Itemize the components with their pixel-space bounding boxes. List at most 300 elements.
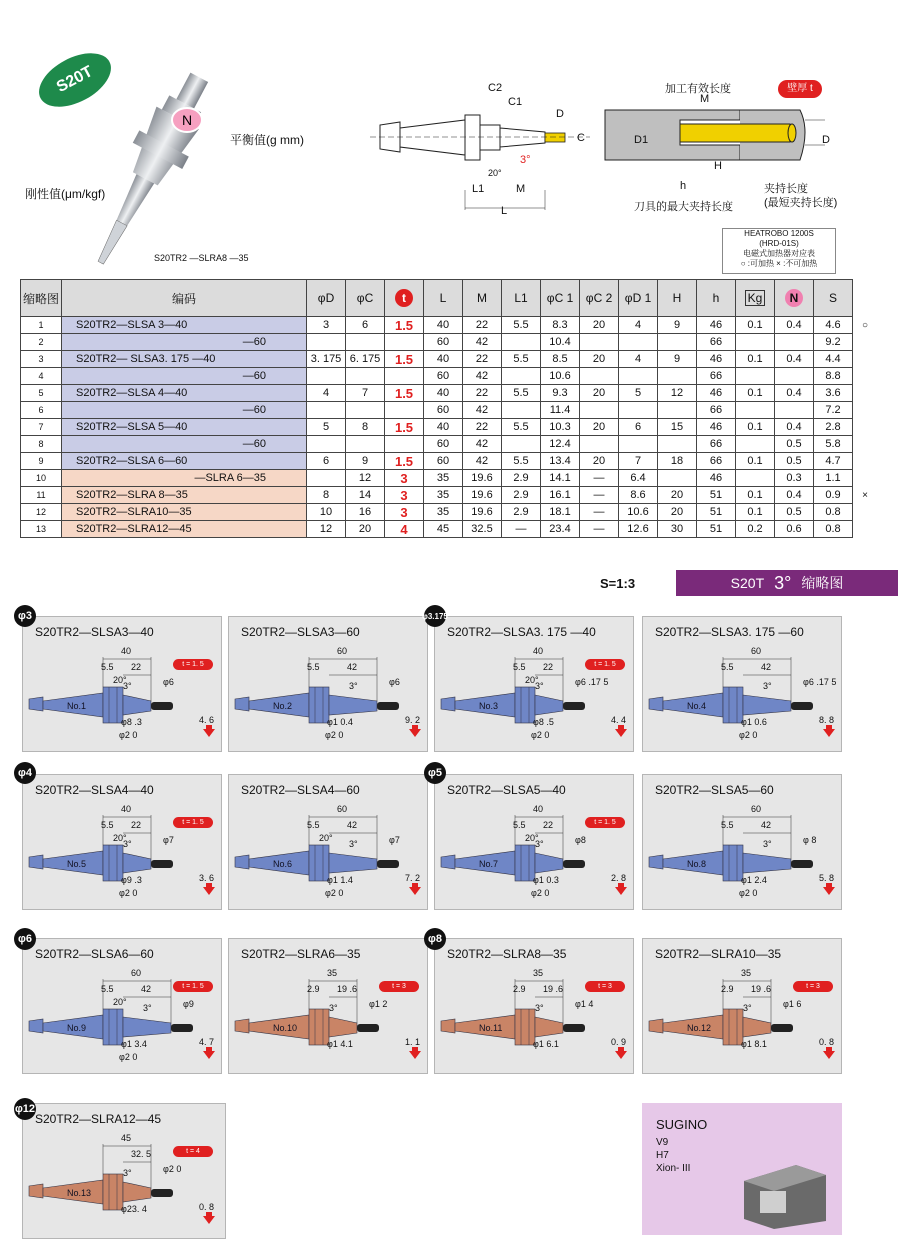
row-kg: 0.1 — [736, 419, 775, 436]
toolholder-illustration — [60, 70, 240, 270]
dim-l1: 5.5 — [307, 662, 320, 672]
label-balance: 平衡值(g mm) — [230, 133, 304, 147]
row-c2: — — [580, 504, 619, 521]
dim-l1: 5.5 — [101, 984, 114, 994]
row-s: 9.2 — [814, 334, 853, 351]
row-t: 1.5 — [385, 385, 424, 402]
row-l1: 2.9 — [502, 487, 541, 504]
row-c2: 20 — [580, 419, 619, 436]
row-kg: 0.1 — [736, 504, 775, 521]
group-label-d5: φ5 — [424, 762, 446, 784]
dim-tip-dia: φ6 — [163, 677, 174, 687]
row-c1: 10.4 — [541, 334, 580, 351]
row-heat — [853, 470, 878, 487]
dim-3deg: 3° — [763, 839, 772, 849]
row-d: 3 — [307, 317, 346, 334]
dim-tip-dia: φ9 — [183, 999, 194, 1009]
dim-20deg: 20° — [319, 833, 333, 843]
balance-s-value: 0. 8 — [819, 1037, 835, 1047]
label-rigidity: 刚性值(μm/kgf) — [25, 187, 106, 201]
dim-m-section: M — [700, 93, 710, 105]
dim-c2: φ2 0 — [325, 730, 344, 740]
dim-l: 60 — [337, 804, 348, 814]
clamp-length-label: 夹持长度 — [764, 183, 808, 195]
balance-n-icon — [170, 106, 204, 134]
row-t: 1.5 — [385, 317, 424, 334]
dim-tip-dia: φ6 — [389, 677, 400, 687]
dim-d: D — [556, 108, 564, 120]
row-heat — [853, 351, 878, 368]
dim-l: 40 — [533, 804, 544, 814]
row-h — [658, 436, 697, 453]
thumbnail-panel — [642, 938, 842, 1074]
dim-tip-dia: φ1 2 — [369, 999, 388, 1009]
dim-l: 35 — [327, 968, 338, 978]
row-h: 12 — [658, 385, 697, 402]
panel-number: No.9 — [67, 1023, 87, 1033]
thumbnail-panel — [434, 774, 634, 910]
dim-tip-dia: φ1 4 — [575, 999, 594, 1009]
row-c2: 20 — [580, 453, 619, 470]
dim-c1: φ1 6.1 — [533, 1039, 559, 1049]
row-d1: 7 — [619, 453, 658, 470]
row-n: 0.6 — [775, 521, 814, 538]
table-row — [21, 504, 878, 521]
model-caption: S20TR2 —SLRA8 —35 — [154, 253, 249, 263]
row-s: 2.8 — [814, 419, 853, 436]
row-c1: 14.1 — [541, 470, 580, 487]
row-h: 66 — [697, 334, 736, 351]
sugino-box — [642, 1103, 842, 1235]
spec-table — [20, 279, 878, 538]
row-code: S20TR2—SLSA 4—40 — [62, 385, 307, 402]
row-t: 3 — [385, 487, 424, 504]
table-row — [21, 470, 878, 487]
dim-3deg: 3° — [123, 1168, 132, 1178]
thumbnail-panel — [22, 616, 222, 752]
thumbnail-panel — [228, 938, 428, 1074]
row-code: S20TR2—SLSA 3—40 — [62, 317, 307, 334]
dim-d1: D1 — [634, 134, 649, 146]
row-m: 19.6 — [463, 470, 502, 487]
thumbnail-panel — [642, 774, 842, 910]
dim-l1: 5.5 — [513, 662, 526, 672]
dim-l1: 5.5 — [513, 820, 526, 830]
dim-l: 35 — [741, 968, 752, 978]
dim-c2: C2 — [488, 82, 503, 94]
col-c: φC — [346, 280, 385, 317]
dim-h-lower: h — [680, 180, 687, 192]
row-l: 40 — [424, 385, 463, 402]
panel-number: No.5 — [67, 859, 87, 869]
row-s: 4.6 — [814, 317, 853, 334]
dim-l1: 2.9 — [307, 984, 320, 994]
row-number: 8 — [21, 436, 62, 453]
row-code: —60 — [62, 436, 307, 453]
dim-c1: φ1 8.1 — [741, 1039, 767, 1049]
row-kg: 0.1 — [736, 317, 775, 334]
dim-l1: 5.5 — [101, 820, 114, 830]
row-h: 46 — [697, 317, 736, 334]
row-l1: 5.5 — [502, 419, 541, 436]
row-t — [385, 368, 424, 385]
dim-c: C — [577, 132, 585, 144]
row-c: 7 — [346, 385, 385, 402]
row-m: 42 — [463, 436, 502, 453]
dim-20deg: 20° — [113, 833, 127, 843]
wall-thickness-tag: t = 1. 5 — [173, 817, 213, 828]
row-kg — [736, 334, 775, 351]
dim-l: L — [501, 205, 508, 217]
row-kg: 0.1 — [736, 385, 775, 402]
row-m: 42 — [463, 368, 502, 385]
row-t: 4 — [385, 521, 424, 538]
row-h — [658, 470, 697, 487]
dim-20deg: 20° — [113, 997, 127, 1007]
row-m: 19.6 — [463, 504, 502, 521]
panel-number: No.1 — [67, 701, 87, 711]
row-s: 0.8 — [814, 521, 853, 538]
row-m: 22 — [463, 419, 502, 436]
col-l: L — [424, 280, 463, 317]
panel-number: No.2 — [273, 701, 293, 711]
row-h: 15 — [658, 419, 697, 436]
table-row — [21, 521, 878, 538]
row-l: 40 — [424, 317, 463, 334]
row-d1 — [619, 368, 658, 385]
row-d: 10 — [307, 504, 346, 521]
row-l1: — — [502, 521, 541, 538]
wall-thickness-tag — [379, 817, 419, 828]
dim-3deg: 3° — [535, 839, 544, 849]
dim-c2: φ2 0 — [531, 730, 550, 740]
col-thumb: 缩略图 — [21, 280, 62, 317]
dim-l: 60 — [131, 968, 142, 978]
row-l: 60 — [424, 368, 463, 385]
row-n: 0.3 — [775, 470, 814, 487]
row-s: 1.1 — [814, 470, 853, 487]
row-c: 6. 175 — [346, 351, 385, 368]
row-t: 1.5 — [385, 351, 424, 368]
row-h: 66 — [697, 402, 736, 419]
row-number: 2 — [21, 334, 62, 351]
balance-s-value: 0. 9 — [611, 1037, 627, 1047]
col-s: S — [814, 280, 853, 317]
wall-thickness-tag — [793, 817, 833, 828]
row-number: 4 — [21, 368, 62, 385]
dim-m: 42 — [761, 820, 772, 830]
wall-thickness-tag: t = 3 — [793, 981, 833, 992]
row-c1: 8.5 — [541, 351, 580, 368]
dim-tip-dia: φ7 — [163, 835, 174, 845]
wall-thickness-tag: t = 4 — [173, 1146, 213, 1157]
dim-l1: 2.9 — [721, 984, 734, 994]
thumbnail-panel — [228, 774, 428, 910]
row-l1: 2.9 — [502, 504, 541, 521]
row-l1: 2.9 — [502, 470, 541, 487]
wall-thickness-badge: 壁厚 t — [778, 80, 822, 98]
row-d — [307, 368, 346, 385]
table-row — [21, 487, 878, 504]
sugino-title: SUGINO — [656, 1117, 708, 1132]
thumbnail-panel — [434, 616, 634, 752]
row-heat — [853, 436, 878, 453]
col-l1: L1 — [502, 280, 541, 317]
dim-c2: φ2 0 — [531, 888, 550, 898]
row-d: 6 — [307, 453, 346, 470]
row-c2 — [580, 334, 619, 351]
dim-m: M — [516, 183, 526, 195]
panel-title: S20TR2—SLSA5—40 — [447, 783, 566, 797]
machine-icon — [736, 1151, 832, 1231]
panel-title: S20TR2—SLSA3—60 — [241, 625, 360, 639]
row-d1: 4 — [619, 351, 658, 368]
row-h — [658, 402, 697, 419]
row-kg: 0.1 — [736, 453, 775, 470]
group-label-d6: φ6 — [14, 928, 36, 950]
row-c: 16 — [346, 504, 385, 521]
panel-number: No.13 — [67, 1188, 92, 1198]
dim-c1: φ23. 4 — [121, 1204, 147, 1214]
dim-c1: φ1 0.6 — [741, 717, 767, 727]
row-c — [346, 334, 385, 351]
dim-c1: φ9 .3 — [121, 875, 142, 885]
row-m: 42 — [463, 334, 502, 351]
row-c: 9 — [346, 453, 385, 470]
row-c1: 11.4 — [541, 402, 580, 419]
row-t — [385, 334, 424, 351]
dim-3deg: 3° — [123, 839, 132, 849]
col-code: 编码 — [62, 280, 307, 317]
dim-3deg: 3° — [743, 1003, 752, 1013]
panel-title: S20TR2—SLRA8—35 — [447, 947, 567, 961]
thumbnail-panel — [22, 1103, 226, 1239]
dim-c2: φ2 0 — [119, 730, 138, 740]
dim-l: 60 — [751, 804, 762, 814]
row-kg — [736, 368, 775, 385]
row-d — [307, 334, 346, 351]
row-c1: 10.6 — [541, 368, 580, 385]
row-c — [346, 368, 385, 385]
dim-c1: C1 — [508, 96, 523, 108]
row-m: 22 — [463, 385, 502, 402]
group-label-d8: φ8 — [424, 928, 446, 950]
row-d1: 4 — [619, 317, 658, 334]
row-c2: 20 — [580, 351, 619, 368]
col-t: t — [385, 280, 424, 317]
wall-thickness-tag: t = 1. 5 — [585, 817, 625, 828]
row-h: 46 — [697, 470, 736, 487]
wall-thickness-tag: t = 1. 5 — [173, 659, 213, 670]
row-m: 32.5 — [463, 521, 502, 538]
row-l1 — [502, 436, 541, 453]
group-label-d3175: φ3.175 — [424, 605, 446, 627]
row-l: 35 — [424, 487, 463, 504]
row-c: 20 — [346, 521, 385, 538]
group-label-d4: φ4 — [14, 762, 36, 784]
dim-c1: φ1 4.1 — [327, 1039, 353, 1049]
row-code: —60 — [62, 402, 307, 419]
row-number: 3 — [21, 351, 62, 368]
row-code: S20TR2—SLRA 8—35 — [62, 487, 307, 504]
col-m: M — [463, 280, 502, 317]
dim-tip-dia: φ6 .17 5 — [575, 677, 609, 687]
row-heat — [853, 453, 878, 470]
row-number: 6 — [21, 402, 62, 419]
row-h: 51 — [697, 487, 736, 504]
dim-c1: φ1 0.4 — [327, 717, 353, 727]
row-s: 4.4 — [814, 351, 853, 368]
row-h — [658, 368, 697, 385]
row-d: 4 — [307, 385, 346, 402]
row-heat — [853, 402, 878, 419]
row-heat — [853, 504, 878, 521]
row-t: 3 — [385, 470, 424, 487]
sugino-model-3: Xion- III — [656, 1163, 691, 1174]
row-c: 6 — [346, 317, 385, 334]
row-h: 9 — [658, 351, 697, 368]
dim-tip-dia: φ6 .17 5 — [803, 677, 837, 687]
row-c1: 9.3 — [541, 385, 580, 402]
min-clamp-length-label: (最短夹持长度) — [764, 197, 838, 209]
col-c1: φC 1 — [541, 280, 580, 317]
row-m: 19.6 — [463, 487, 502, 504]
row-h: 51 — [697, 521, 736, 538]
col-d1: φD 1 — [619, 280, 658, 317]
row-l: 40 — [424, 351, 463, 368]
row-c: 12 — [346, 470, 385, 487]
row-c — [346, 436, 385, 453]
dim-l1: 5.5 — [721, 820, 734, 830]
dim-l: 40 — [121, 804, 132, 814]
row-h: 46 — [697, 385, 736, 402]
panel-title: S20TR2—SLRA12—45 — [35, 1112, 162, 1126]
dim-c2: φ2 0 — [739, 888, 758, 898]
row-h: 20 — [658, 487, 697, 504]
panel-number: No.4 — [687, 701, 707, 711]
row-d1: 5 — [619, 385, 658, 402]
dim-c1: φ1 0.3 — [533, 875, 559, 885]
panel-title: S20TR2—SLSA3. 175 —60 — [655, 625, 804, 639]
row-kg — [736, 436, 775, 453]
dim-l1: 5.5 — [101, 662, 114, 672]
row-number: 12 — [21, 504, 62, 521]
row-d — [307, 470, 346, 487]
table-header-row — [21, 280, 878, 317]
thumbnail-panel — [228, 616, 428, 752]
balance-s-value: 8. 8 — [819, 715, 835, 725]
dim-l1: L1 — [472, 183, 485, 195]
row-code: S20TR2—SLRA10—35 — [62, 504, 307, 521]
row-n: 0.4 — [775, 385, 814, 402]
row-number: 10 — [21, 470, 62, 487]
balance-s-value: 5. 8 — [819, 873, 835, 883]
dim-c2: φ2 0 — [739, 730, 758, 740]
panel-title: S20TR2—SLSA3. 175 —40 — [447, 625, 596, 639]
row-code: —60 — [62, 368, 307, 385]
balance-s-value: 2. 8 — [611, 873, 627, 883]
row-n — [775, 334, 814, 351]
effective-length-label: 加工有效长度 — [665, 83, 731, 95]
wall-thickness-tag: t = 1. 5 — [585, 659, 625, 670]
row-h: 66 — [697, 436, 736, 453]
col-h-upper: H — [658, 280, 697, 317]
thumbnail-panel — [22, 938, 222, 1074]
dim-l: 60 — [337, 646, 348, 656]
sugino-model-2: H7 — [656, 1150, 669, 1161]
col-heat — [853, 280, 878, 317]
row-l: 60 — [424, 453, 463, 470]
dim-3deg: 3° — [143, 1003, 152, 1013]
row-n: 0.5 — [775, 504, 814, 521]
table-row — [21, 351, 878, 368]
dim-c1: φ1 2.4 — [741, 875, 767, 885]
dim-l: 35 — [533, 968, 544, 978]
row-c2: — — [580, 470, 619, 487]
row-d1: 12.6 — [619, 521, 658, 538]
dim-3deg: 3° — [535, 1003, 544, 1013]
row-heat — [853, 368, 878, 385]
row-d: 5 — [307, 419, 346, 436]
dim-c1: φ8 .5 — [533, 717, 554, 727]
row-d — [307, 436, 346, 453]
balance-s-value: 0. 8 — [199, 1202, 215, 1212]
row-code: —SLRA 6—35 — [62, 470, 307, 487]
row-s: 7.2 — [814, 402, 853, 419]
balance-s-value: 1. 1 — [405, 1037, 421, 1047]
row-d1 — [619, 402, 658, 419]
row-l1: 5.5 — [502, 351, 541, 368]
dim-3deg: 3° — [535, 681, 544, 691]
dim-tip-dia: φ7 — [389, 835, 400, 845]
row-d: 3. 175 — [307, 351, 346, 368]
row-l: 40 — [424, 419, 463, 436]
row-h: 66 — [697, 368, 736, 385]
row-d: 8 — [307, 487, 346, 504]
row-c2 — [580, 368, 619, 385]
row-code: S20TR2—SLSA 6—60 — [62, 453, 307, 470]
table-row — [21, 385, 878, 402]
row-kg: 0.2 — [736, 521, 775, 538]
dim-c2: φ2 0 — [119, 888, 138, 898]
dim-m: 32. 5 — [131, 1149, 152, 1159]
dim-l1: 5.5 — [721, 662, 734, 672]
row-c1: 12.4 — [541, 436, 580, 453]
col-d: φD — [307, 280, 346, 317]
row-c1: 10.3 — [541, 419, 580, 436]
row-d1: 6 — [619, 419, 658, 436]
row-d1: 8.6 — [619, 487, 658, 504]
row-n: 0.5 — [775, 436, 814, 453]
dim-c1: φ1 3.4 — [121, 1039, 147, 1049]
dim-m: 42 — [347, 820, 358, 830]
dim-m: 42 — [141, 984, 152, 994]
panel-number: No.3 — [479, 701, 499, 711]
row-heat: ○ — [861, 319, 869, 331]
dim-tip-dia: φ8 — [575, 835, 586, 845]
heatrobo-note: HEATROBO 1200S (HRD-01S) 电磁式加热器对应表 ○ :可加热 × :不可加热 — [722, 228, 836, 274]
dim-c2: φ2 0 — [119, 1052, 138, 1062]
thumbnail-panel — [22, 774, 222, 910]
row-m: 22 — [463, 351, 502, 368]
row-c1: 18.1 — [541, 504, 580, 521]
row-l1: 5.5 — [502, 317, 541, 334]
row-number: 5 — [21, 385, 62, 402]
dim-3deg: 3° — [349, 681, 358, 691]
thumbnail-panel — [434, 938, 634, 1074]
sugino-model-1: V9 — [656, 1137, 669, 1148]
row-number: 9 — [21, 453, 62, 470]
